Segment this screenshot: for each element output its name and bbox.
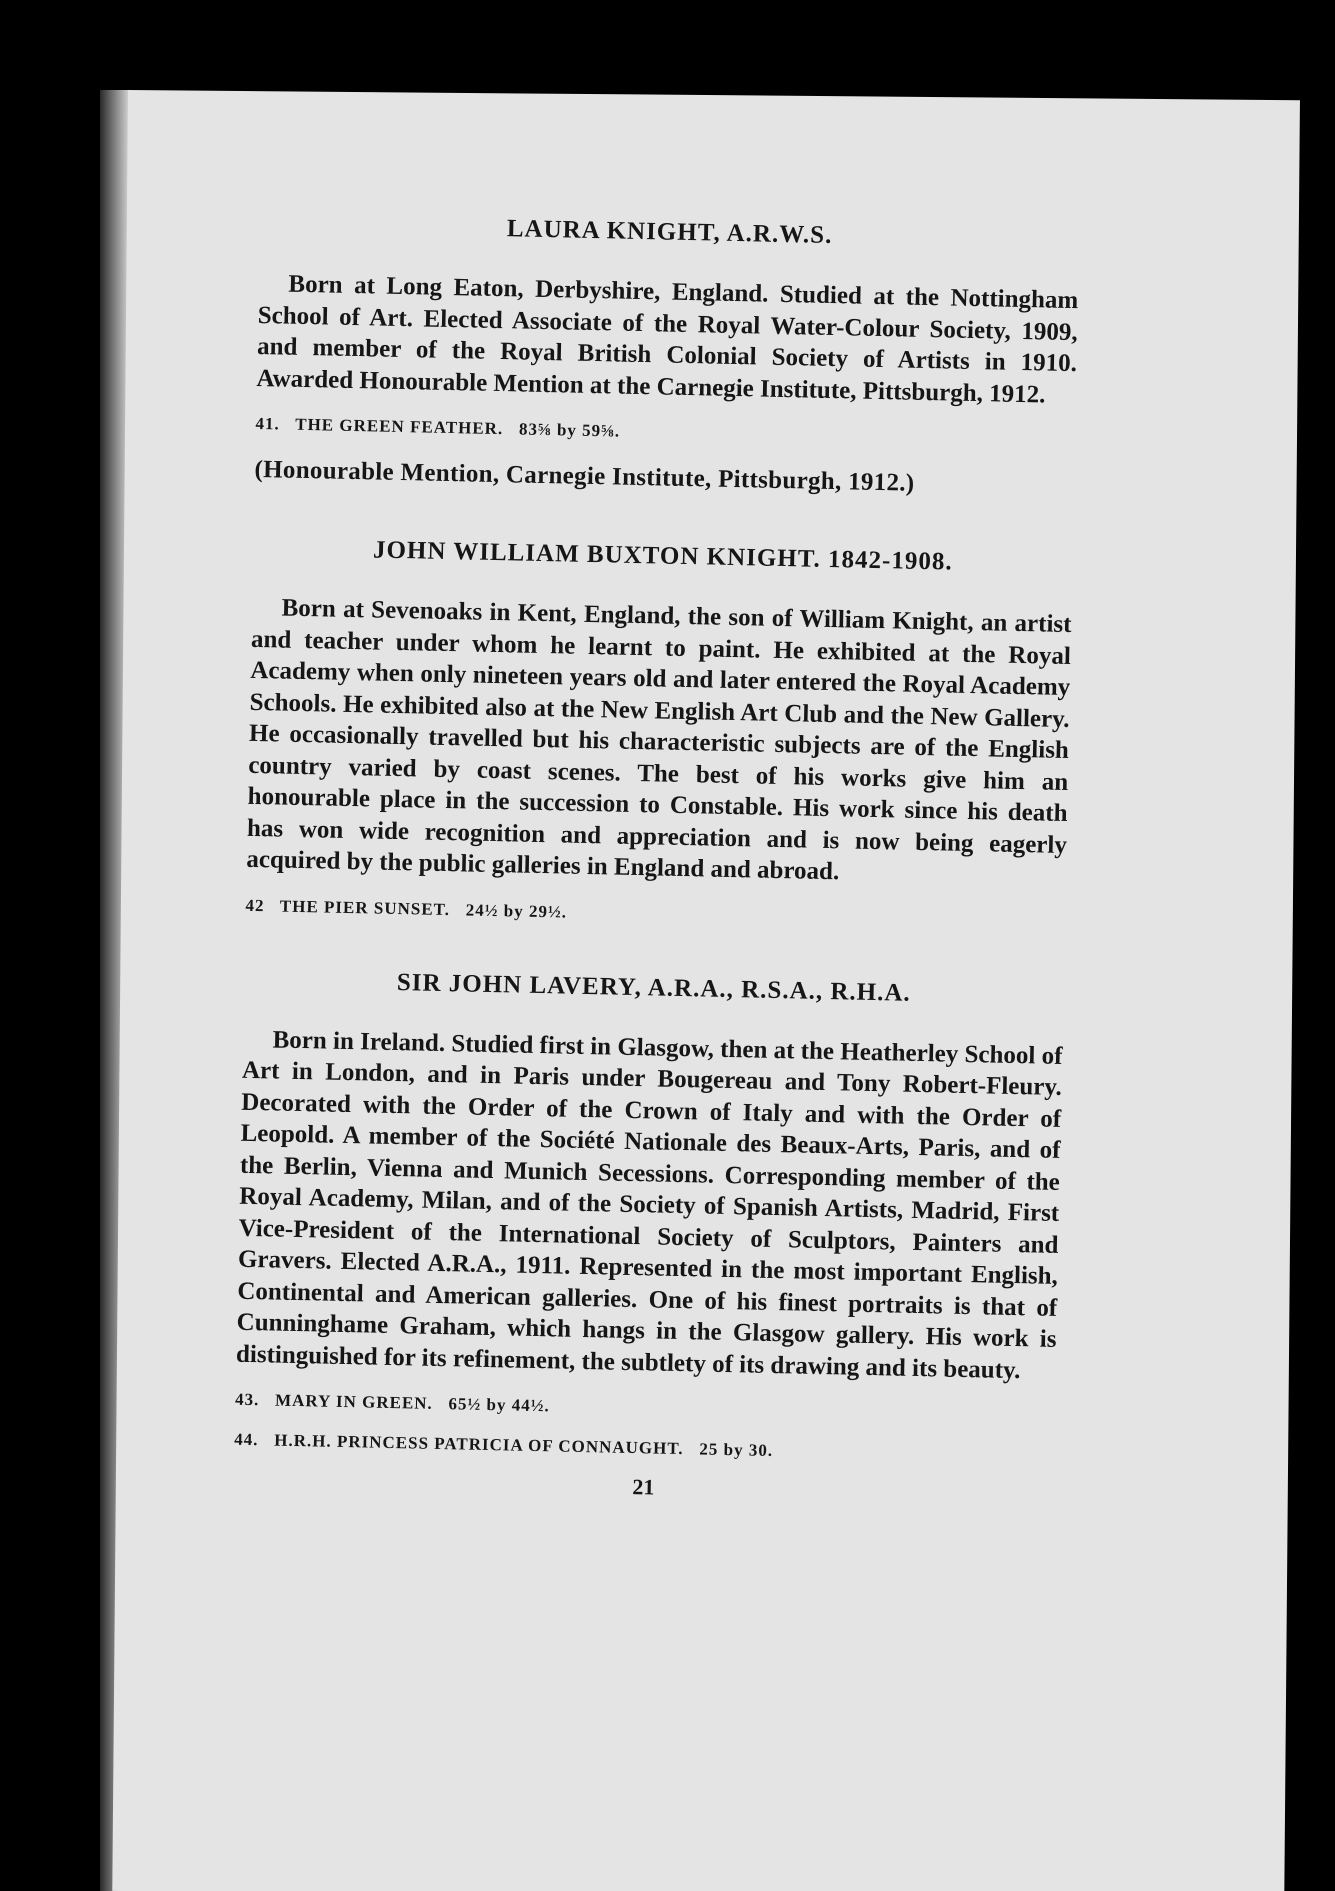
work-title: MARY IN GREEN.: [274, 1390, 433, 1413]
work-title: THE GREEN FEATHER.: [295, 414, 504, 439]
artist-bio: Born in Ireland. Studied first in Glasgow, then at the Heatherley School of Art in London, and in Paris under Bougereau and Tony Robert-Fleury. Decorated with the Order of the Crown of Italy and with the Order of Leopold. A member of the Société Nationale des Beaux-Arts, Paris, and of the Berlin, Vienna and Munich Secessions. Corresponding member of the Royal Academy, Milan, and of the Society of Spanish Artists, Madrid, First Vice-President of the International Society of Sculptors, Painters and Gravers. Elected A.R.A., 1911. Represented in the most important English, Continental and American galleries. One of his finest portraits is that of Cunninghame Graham, which hangs in the Glasgow gallery. His work is distinguished for its refinement, the subtlety of its drawing and its beauty.: [235, 1025, 1063, 1384]
work-title: THE PIER SUNSET.: [279, 896, 451, 919]
artist-heading: LAURA KNIGHT, A.R.W.S.: [506, 215, 833, 249]
page-text: [233, 210, 1080, 1509]
work-size: 24½ by 29½.: [465, 899, 568, 922]
work-entry: [235, 1390, 1055, 1427]
work-size: 83⅝ by 59⅝.: [518, 419, 621, 441]
work-size: 65½ by 44½.: [448, 1394, 550, 1416]
work-entry: [255, 414, 1075, 451]
section-buxton-knight: [245, 534, 1073, 933]
work-title: H.R.H. PRINCESS PATRICIA OF CONNAUGHT.: [274, 1430, 684, 1459]
work-entry: [245, 895, 1065, 932]
section-laura-knight: [254, 210, 1080, 501]
work-number: 44.: [234, 1429, 259, 1450]
artist-heading: SIR JOHN LAVERY, A.R.A., R.S.A., R.H.A.: [396, 968, 911, 1007]
page-number: 21: [632, 1474, 655, 1500]
section-john-lavery: [234, 965, 1064, 1467]
work-entry: [234, 1430, 1054, 1467]
work-number: 41.: [255, 413, 280, 434]
work-number: 43.: [234, 1389, 260, 1410]
work-note: (Honourable Mention, Carnegie Institute, Pittsburgh, 1912.): [254, 455, 915, 497]
artist-heading: JOHN WILLIAM BUXTON KNIGHT. 1842-1908.: [372, 536, 953, 576]
artist-bio: Born at Long Eaton, Derbyshire, England. Studied at the Nottingham School of Art. Elected Associate of the Royal Water-Colour Society, 1909, and member of the Royal British Colonial Society of Artists in 1910. Awarded Honourable Mention at the Carnegie Institute, Pittsburgh, 1912.: [256, 270, 1079, 408]
work-size: 25 by 30.: [699, 1439, 774, 1461]
work-number: 42: [245, 895, 265, 915]
artist-bio: Born at Sevenoaks in Kent, England, the son of William Knight, an artist and teacher under whom he learnt to paint. He exhibited at the Royal Academy when only nineteen years old and later entered the Royal Academy Schools. He exhibited also at the New English Art Club and the New Gallery. He occasionally travelled but his characteristic subjects are of the English country varied by coast scenes. The best of his works give him an honourable place in the succession to Constable. His work since his death has won wide recognition and appreciation and is now being eagerly acquired by the public galleries in England and abroad.: [246, 594, 1072, 886]
